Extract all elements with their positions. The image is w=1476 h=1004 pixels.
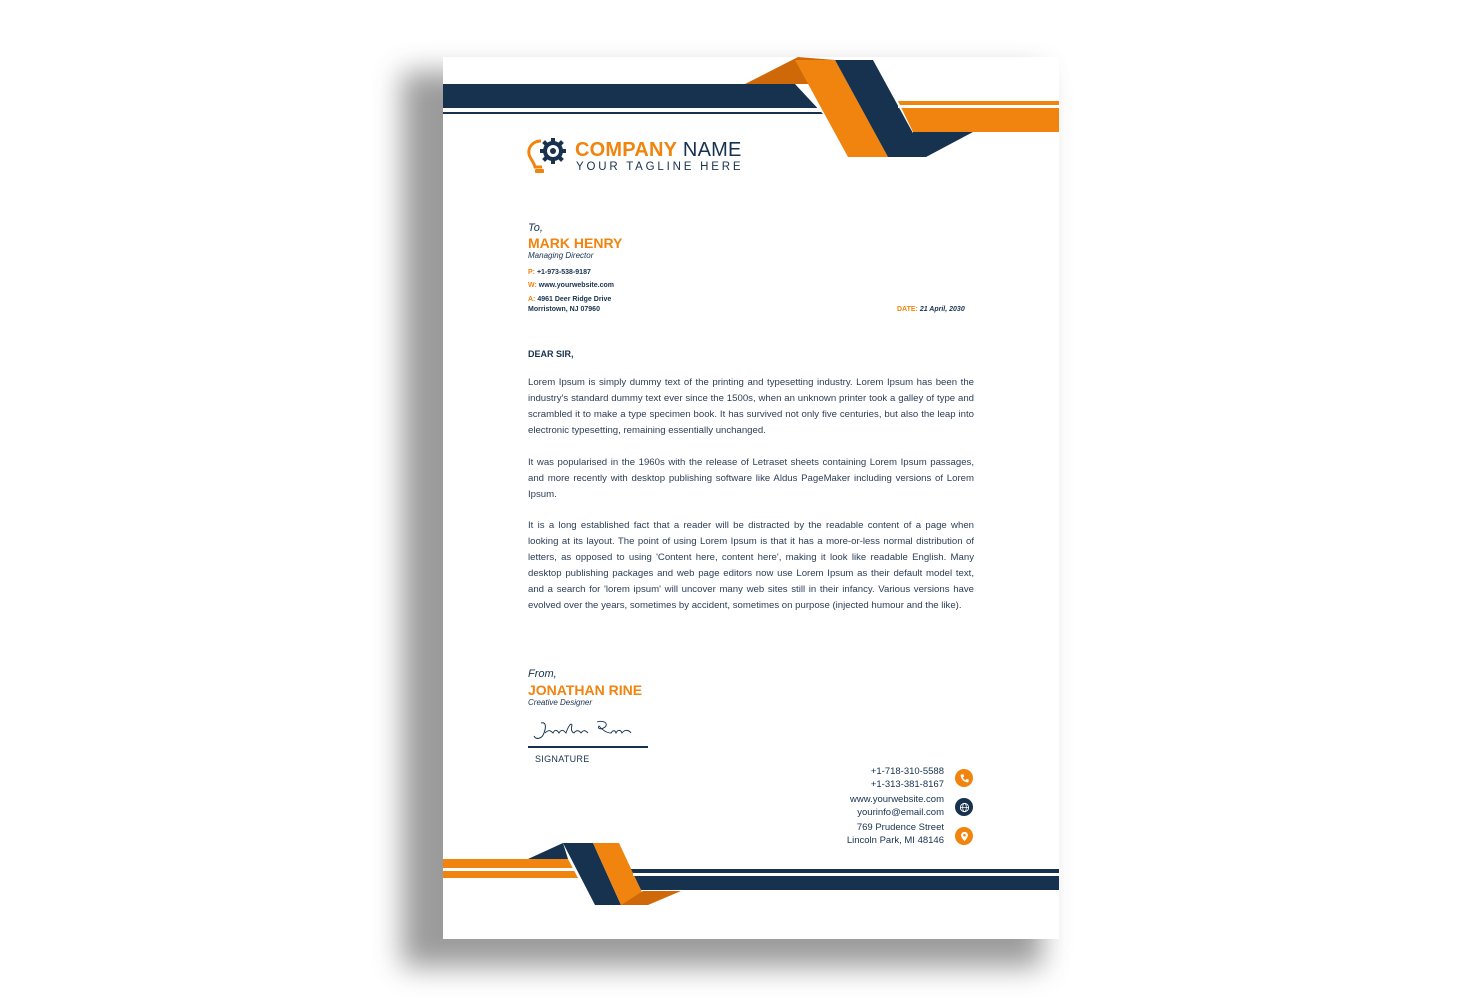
- body-paragraph-3: It is a long established fact that a reader will be distracted by the readable content of a page when looking at its layout. The point of using Lorem Ipsum is that it has a more-or-less normal distribution of letters, as opposed to using 'Content here, content here', making it look like readable English. Many desktop publishing packages and web page editors now use Lorem Ipsum as their default model text, and a search for 'lorem ipsum' will uncover many web sites still in their infancy. Various versions have evolved over the years, sometimes by accident, sometimes on purpose (injected humour and the like).: [528, 520, 974, 611]
- recipient-address: [528, 296, 611, 303]
- recipient-phone: [528, 269, 591, 276]
- phone-value: +1-973-538-9187: [536, 269, 591, 276]
- body-paragraph-2: It was popularised in the 1960s with the release of Letraset sheets containing Lorem Ipsum passages, and more recently with desktop publishing software like Aldus PageMaker including versions of Lorem Ipsum.: [528, 457, 974, 500]
- signature-label: SIGNATURE: [535, 754, 590, 764]
- recipient-name: MARK HENRY: [528, 235, 623, 251]
- website-key: W:: [528, 282, 537, 289]
- footer-street: 769 Prudence Street: [856, 822, 944, 833]
- letter-date: [897, 306, 965, 313]
- phone-icon: [955, 769, 973, 787]
- address-key: A:: [528, 296, 536, 303]
- website-value: www.yourwebsite.com: [538, 282, 614, 289]
- letter-greeting: DEAR SIR,: [528, 349, 574, 359]
- footer-email: yourinfo@email.com: [857, 806, 944, 818]
- handwritten-signature: [531, 717, 641, 745]
- company-name-regular: NAME: [682, 139, 742, 161]
- footer-website: www.yourwebsite.com: [850, 794, 944, 805]
- phone-key: P:: [528, 269, 535, 276]
- signature-line: [528, 746, 648, 748]
- recipient-title: Managing Director: [528, 251, 594, 260]
- sender-name: JONATHAN RINE: [528, 682, 643, 698]
- date-label: DATE:: [897, 306, 918, 313]
- sender-valediction: From,: [528, 668, 557, 680]
- recipient-website: [528, 282, 614, 289]
- letterhead-page: [443, 57, 1059, 939]
- sender-title: Creative Designer: [528, 698, 593, 707]
- footer-web-block: [850, 794, 944, 819]
- footer-city: Lincoln Park, MI 48146: [846, 834, 944, 846]
- company-tagline: YOUR TAGLINE HERE: [576, 161, 744, 173]
- address-line1: 4961 Deer Ridge Drive: [537, 296, 612, 303]
- footer-phone-2: +1-313-381-8167: [870, 778, 944, 790]
- footer-phone-1: +1-718-310-5588: [870, 766, 944, 777]
- company-name-bold: COMPANY: [575, 139, 678, 161]
- company-name: [575, 139, 742, 162]
- recipient-salutation: To,: [528, 222, 543, 234]
- footer-ribbon-decoration: [443, 842, 1059, 907]
- globe-icon: [955, 798, 973, 816]
- footer-phone-block: [871, 766, 944, 791]
- recipient-address-line2: Morristown, NJ 07960: [528, 306, 600, 313]
- lightbulb-gear-icon: [527, 137, 571, 177]
- body-paragraph-1: Lorem Ipsum is simply dummy text of the printing and typesetting industry. Lorem Ipsum has been the industry's standard dummy text ever since the 1500s, when an unknown printer took a galley of type and scrambled it to make a type specimen book. It has survived not only five centuries, but also the leap into electronic typesetting, remaining essentially unchanged.: [528, 377, 974, 436]
- date-value: 21 April, 2030: [919, 306, 965, 313]
